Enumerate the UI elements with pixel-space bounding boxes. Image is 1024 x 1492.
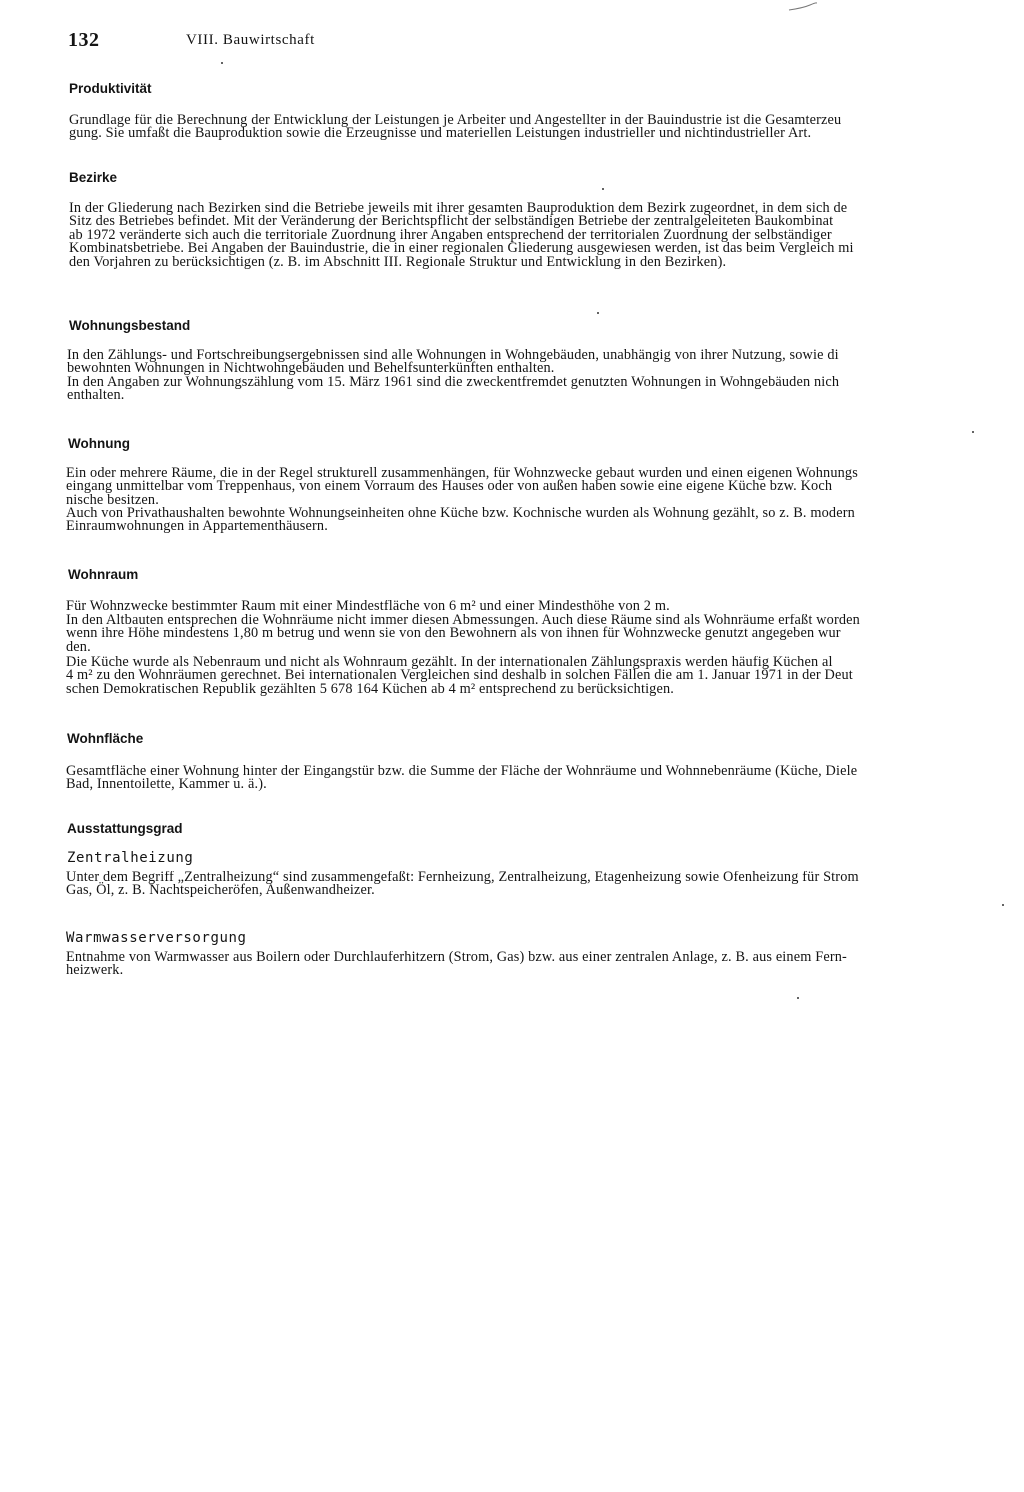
text-line: Entnahme von Warmwasser aus Boilern oder Durchlauferhitzern (Strom, Gas) bzw. aus einer zentralen Anlage, z. B. aus einem Fern- [66,951,847,965]
pen-mark [788,2,818,12]
text-line: Sitz des Betriebes befindet. Mit der Veränderung der Berichtspflicht der selbständigen Betriebe der zentralgeleiteten Baukombinat [69,213,834,230]
paragraph [66,951,1020,978]
text-line: In den Altbauten entsprechen die Wohnräume nicht immer diesen Abmessungen. Auch diese Räume sind als Wohnräume erfaßt worden [66,614,860,628]
scan-speck [1002,904,1004,906]
text-line: heizwerk. [66,962,124,978]
scan-speck [597,312,599,314]
text-line: Für Wohnzwecke bestimmter Raum mit einer Mindestfläche von 6 m² und einer Mindesthöhe von 2 m. [66,600,670,614]
scan-speck [797,997,799,999]
text-line: ab 1972 veränderte sich auch die territoriale Zuordnung ihrer Angaben entsprechend der territorialen Zuordnung der selbständiger [69,226,832,243]
paragraph [69,202,1020,269]
paragraph [66,600,1020,613]
section-heading: Bezirke [69,170,118,185]
text-line: nische besitzen. [66,491,159,508]
paragraph [66,765,1020,792]
text-line: Einraumwohnungen in Appartementhäusern. [66,518,328,534]
section-heading: Wohnraum [68,567,139,582]
paragraph [69,114,1020,141]
paragraph [66,614,1020,654]
text-line: Gesamtfläche einer Wohnung hinter der Eingangstür bzw. die Summe der Fläche der Wohnräume und Wohnnebenräume (Küche, Diele [66,765,858,779]
paragraph [66,871,1020,898]
text-line: den. [66,638,91,655]
text-line: eingang unmittelbar vom Treppenhaus, von einem Vorraum des Hauses oder von außen haben sowie eine eigene Küche bzw. Koch [66,478,833,495]
section-heading: Ausstattungsgrad [67,821,183,836]
text-line: Grundlage für die Berechnung der Entwicklung der Leistungen je Arbeiter und Angestellter in der Bauindustrie ist die Gesamterzeu [69,114,842,128]
text-line: bewohnten Wohnungen in Nichtwohngebäuden und Behelfsunterkünften enthalten. [67,360,555,376]
subsection-heading: Warmwasserversorgung [66,930,247,946]
section-heading: Wohnungsbestand [69,318,191,333]
text-line: 4 m² zu den Wohnräumen gerechnet. Bei internationalen Vergleichen sind deshalb in solchen Fällen die am 1. Januar 1971 in der Deut [66,667,853,684]
text-line: Auch von Privathaushalten bewohnte Wohnungseinheiten ohne Küche bzw. Kochnische wurden als Wohnung gezählt, so z. B. modern [66,507,855,521]
section-heading: Wohnung [68,436,130,451]
paragraph [66,507,1020,534]
text-line: Bad, Innentoilette, Kammer u. ä.). [66,776,267,792]
text-line: Kombinatsbetriebe. Bei Angaben der Bauindustrie, die in einer regionalen Gliederung ausgewiesen werden, ist das beim Vergleich mi [69,240,854,257]
text-line: gung. Sie umfaßt die Bauproduktion sowie die Erzeugnisse und materiellen Leistungen industrieller und nichtindustrieller Art. [69,125,812,141]
text-line: Ein oder mehrere Räume, die in der Regel strukturell zusammenhängen, für Wohnzwecke gebaut wurden und einen eigenen Wohnungs [66,467,858,481]
section-heading: Produktivität [69,81,152,96]
paragraph [66,467,1020,507]
text-line: den Vorjahren zu berücksichtigen (z. B. im Abschnitt III. Regionale Struktur und Entwicklung in den Bezirken). [69,253,727,270]
paragraph [67,376,1020,403]
text-line: wenn ihre Höhe mindestens 1,80 m betrug und wenn sie von den Bewohnern als von ihnen für Wohnzwecke genutzt angegeben wur [66,625,841,642]
text-line: Unter dem Begriff „Zentralheizung“ sind zusammengefaßt: Fernheizung, Zentralheizung, Etagenheizung sowie Ofenheizung für Strom [66,871,859,885]
text-line: enthalten. [67,387,125,403]
text-line: In der Gliederung nach Bezirken sind die Betriebe jeweils mit ihrer gesamten Bauproduktion dem Bezirk zugeordnet, in dem sich de [69,202,848,216]
paragraph [67,349,1020,376]
scan-speck [972,431,974,433]
page-number: 132 [68,29,100,51]
chapter-title: VIII. Bauwirtschaft [186,32,315,48]
text-line: In den Angaben zur Wohnungszählung vom 15. März 1961 sind die zweckentfremdet genutzten Wohnungen in Wohngebäuden nich [67,376,840,390]
paragraph [66,656,1020,696]
text-line: Gas, Öl, z. B. Nachtspeicheröfen, Außenwandheizer. [66,882,375,898]
text-line: schen Demokratischen Republik gezählten 5 678 164 Küchen ab 4 m² entsprechend zu berücksichtigen. [66,680,675,697]
scan-speck [602,188,604,190]
text-line: In den Zählungs- und Fortschreibungsergebnissen sind alle Wohnungen in Wohngebäuden, unabhängig von ihrer Nutzung, sowie di [67,349,839,363]
text-line: Die Küche wurde als Nebenraum und nicht als Wohnraum gezählt. In der internationalen Zählungspraxis werden häufig Küchen al [66,656,833,670]
scan-speck [221,62,223,64]
section-heading: Wohnfläche [67,731,144,746]
subsection-heading: Zentralheizung [67,850,194,866]
